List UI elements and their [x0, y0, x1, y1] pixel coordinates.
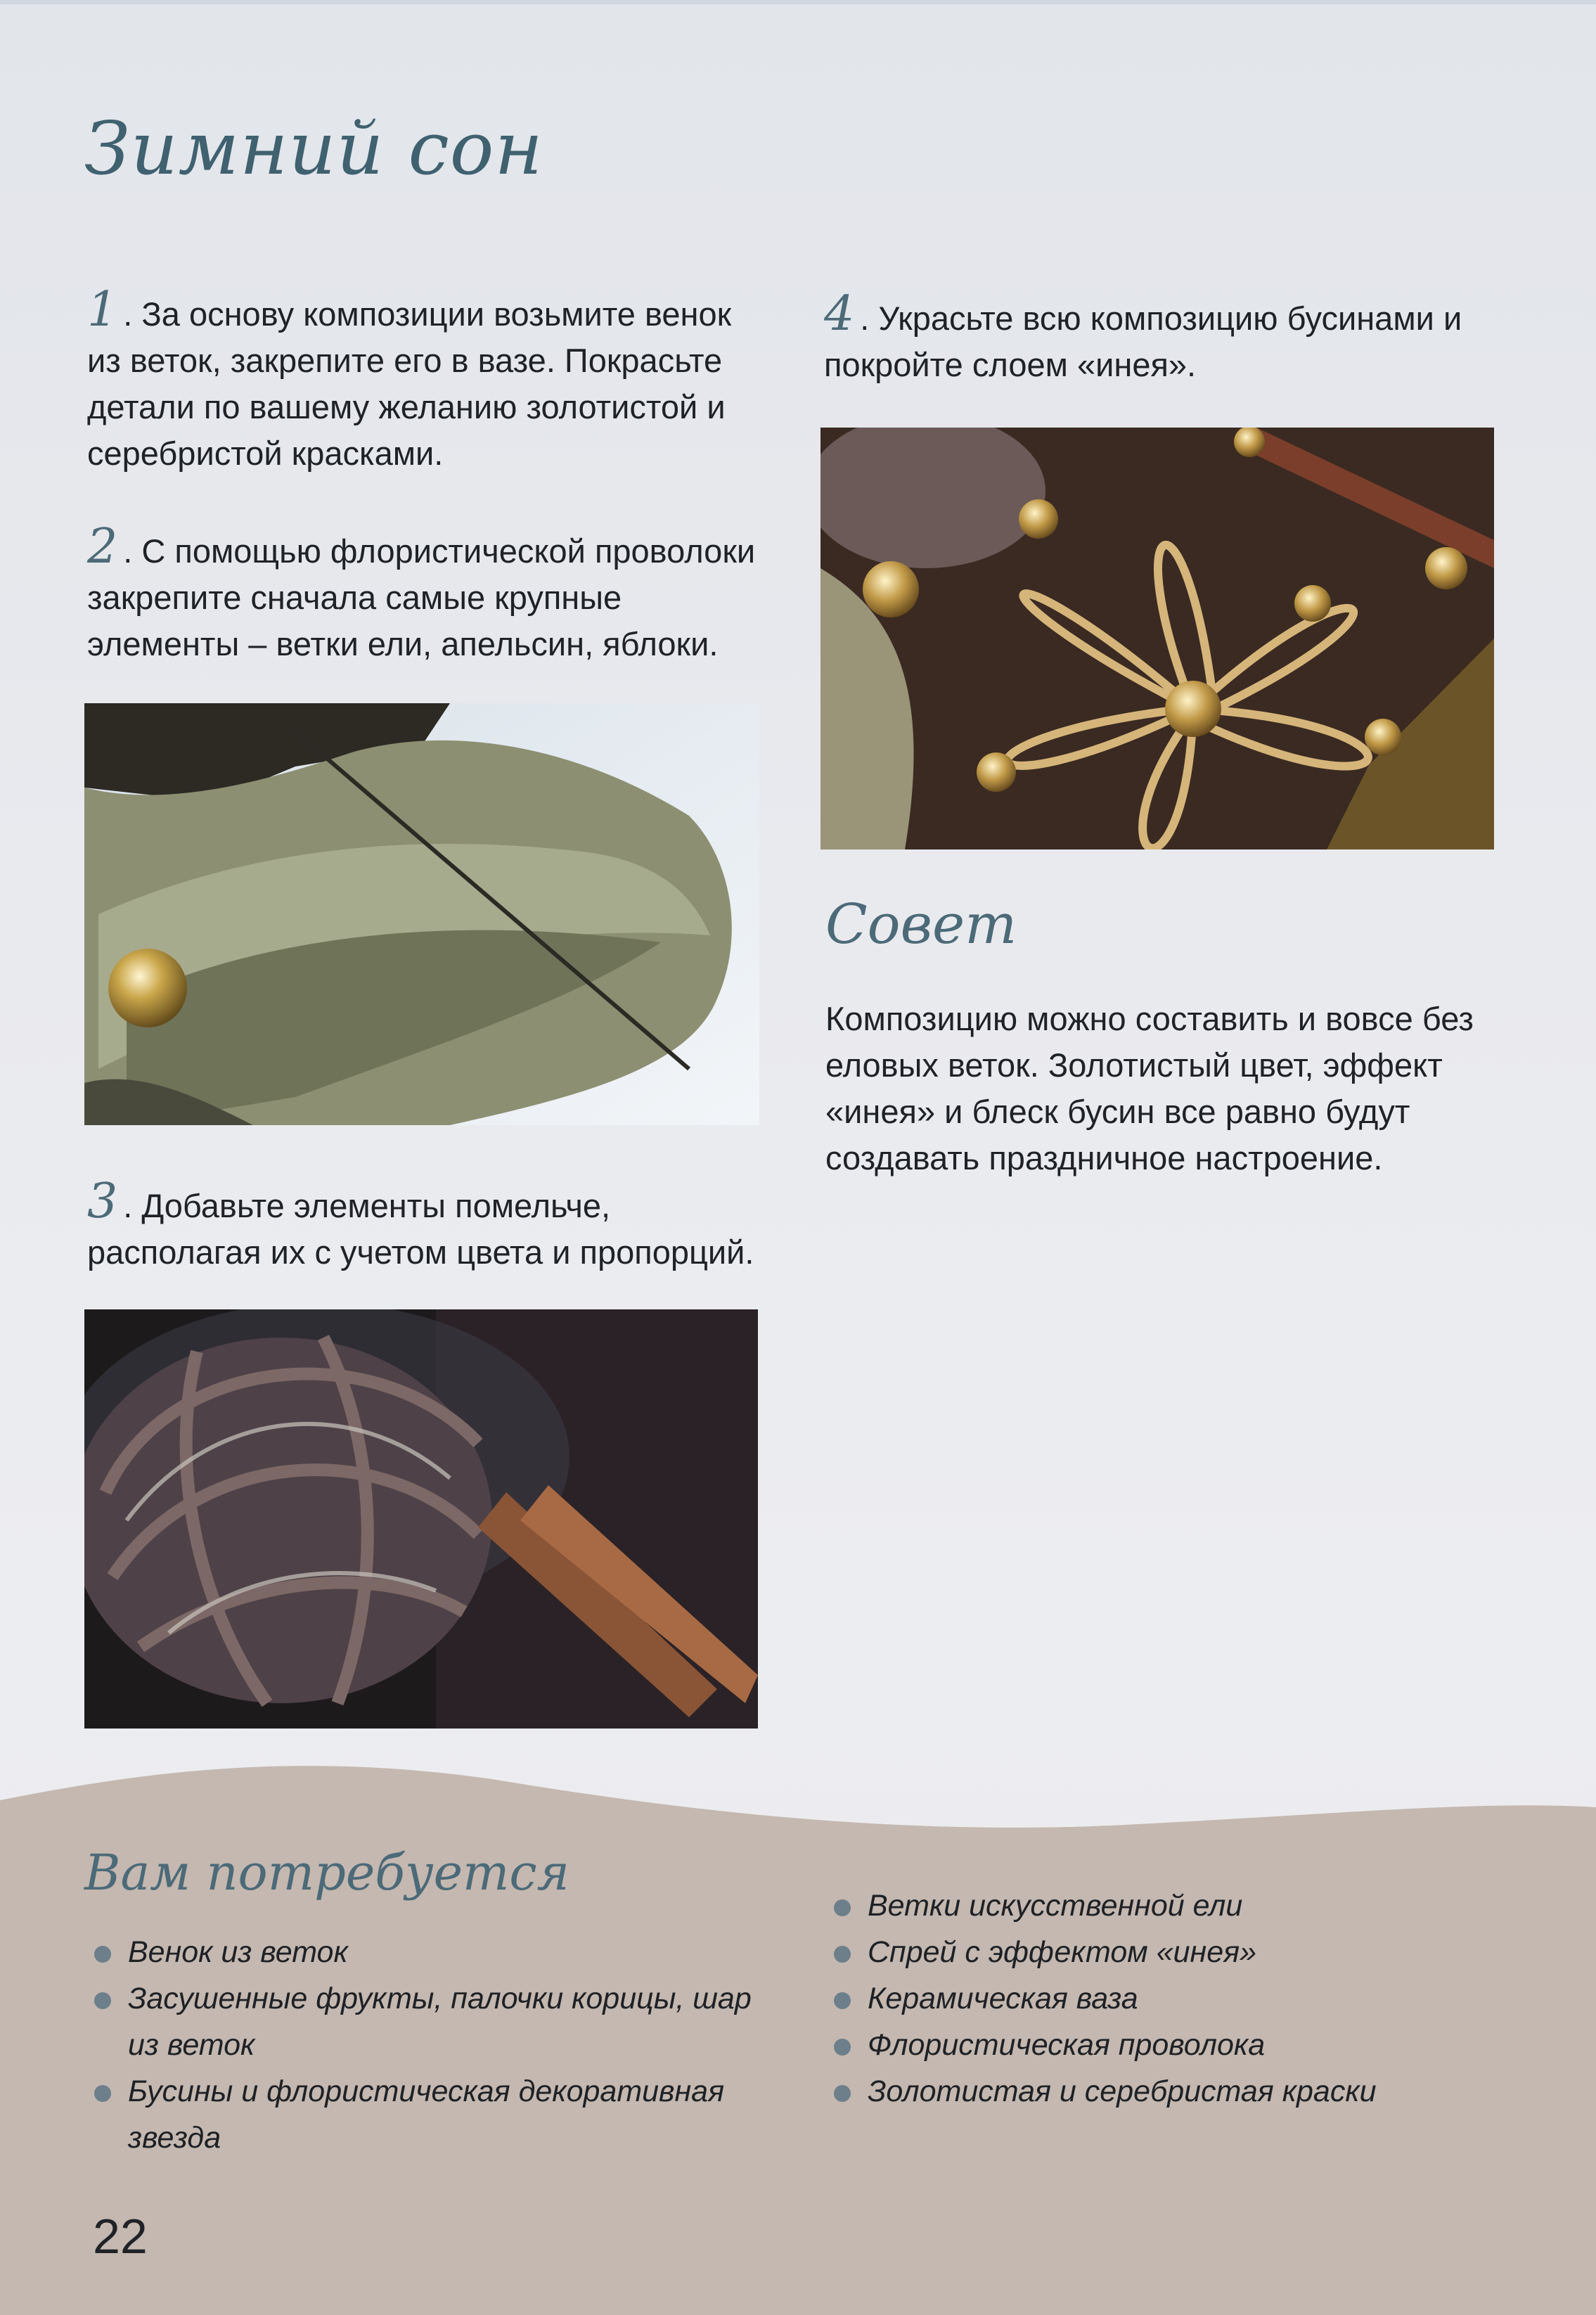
step-number: 4: [824, 286, 855, 342]
materials-item: Керамическая ваза: [830, 1975, 1519, 2022]
photo-wicker-ball: [84, 1309, 758, 1729]
step-number: 3: [87, 1174, 118, 1229]
materials-item: Засушенные фрукты, палочки корицы, шар из веток: [90, 1975, 765, 2068]
page-number: 22: [93, 2209, 148, 2264]
materials-item: Спрей с эффектом «инея»: [830, 1929, 1519, 1975]
materials-list-right: [830, 1883, 1519, 2115]
tip-text: Композицию можно составить и вовсе без еловых веток. Золотистый цвет, эффект «инея» и блеск бусин все равно будут создавать праздничное настроение.: [825, 1000, 1474, 1176]
page-title: Зимний сон: [84, 105, 543, 191]
materials-item: Золотистая и серебристая краски: [830, 2068, 1519, 2115]
step-text: . Украсьте всю композицию бусинами и покройте слоем «инея».: [824, 300, 1462, 383]
photo-spruce-branch: [84, 703, 759, 1125]
step-1: [87, 282, 748, 477]
materials-item: Ветки искусственной ели: [830, 1883, 1519, 1929]
step-number: 2: [87, 519, 118, 575]
materials-item: Венок из веток: [90, 1929, 765, 1975]
materials-item: Бусины и флористическая декоративная звезда: [90, 2068, 765, 2161]
step-4: [824, 286, 1499, 388]
materials-item: Флористическая проволока: [830, 2022, 1519, 2068]
step-text: . За основу композиции возьмите венок из веток, закрепите его в вазе. Покрасьте детали по вашему желанию золотистой и серебристой красками.: [87, 295, 732, 472]
step-3: [87, 1174, 762, 1276]
top-rule: [0, 0, 1596, 4]
tip-heading: Совет: [825, 893, 1017, 956]
materials-list-left: [90, 1929, 765, 2161]
step-text: . С помощью флористической проволоки закрепите сначала самые крупные элементы – ветки ели, апельсин, яблоки.: [87, 532, 756, 662]
photo-bead-star: [820, 428, 1494, 849]
step-text: . Добавьте элементы помельче, располагая их с учетом цвета и пропорций.: [87, 1187, 754, 1271]
step-number: 1: [87, 282, 118, 338]
materials-heading: Вам потребуется: [84, 1844, 569, 1902]
step-2: [87, 519, 762, 667]
